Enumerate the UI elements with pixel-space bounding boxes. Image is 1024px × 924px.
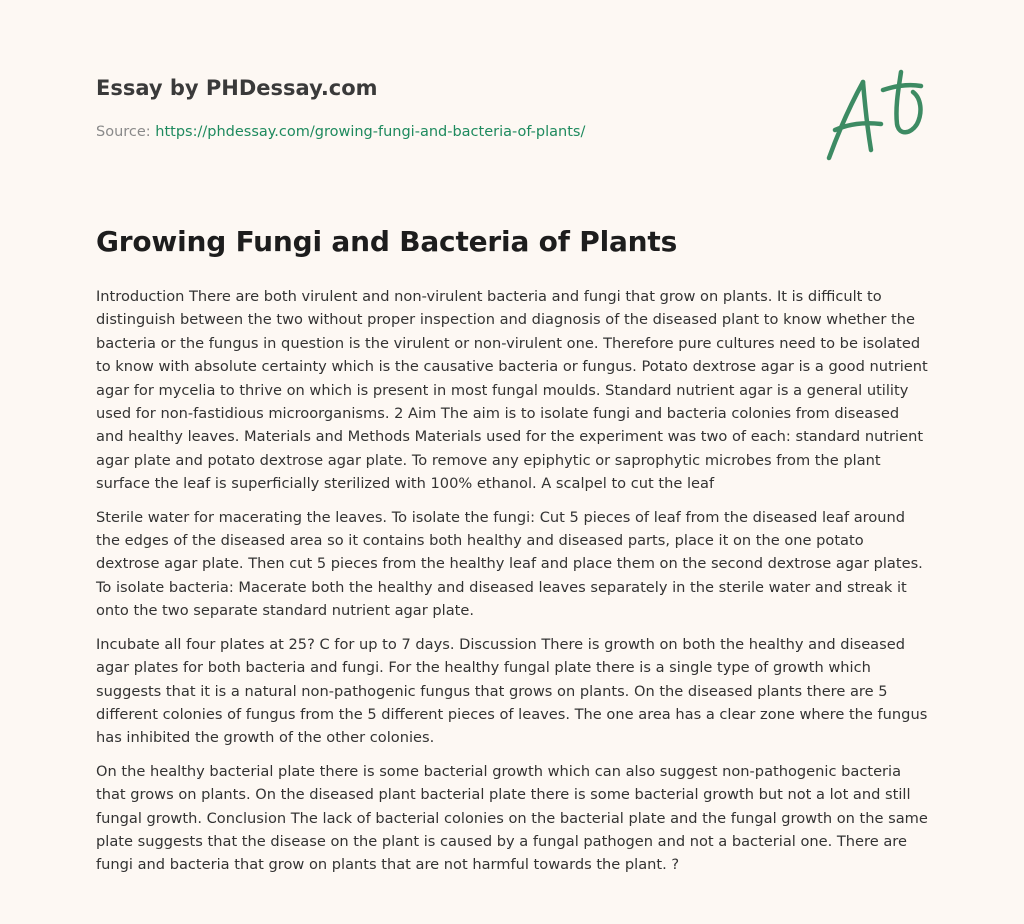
source-link[interactable]: https://phdessay.com/growing-fungi-and-bacteria-of-plants/ xyxy=(155,124,586,140)
source-label: Source: xyxy=(96,124,151,140)
a-plus-logo-icon xyxy=(823,66,927,166)
essay-title: Growing Fungi and Bacteria of Plants xyxy=(96,225,678,258)
essay-paragraph: Introduction There are both virulent and non-virulent bacteria and fungi that grow on plants. It is difficult to distinguish between the two without proper inspection and diagnosis of the diseased plant to know whether the bacteria or the fungus in question is the virulent or non-virulent one. Therefore pure cultures need to be isolated to know with absolute certainty which is the causative bacteria or fungus. Potato dextrose agar is a good nutrient agar for mycelia to thrive on which is present in most fungal moulds. Standard nutrient agar is a general utility used for non-fastidious microorganisms. 2 Aim The aim is to isolate fungi and bacteria colonies from diseased and healthy leaves. Materials and Methods Materials used for the experiment was two of each: standard nutrient agar plate and potato dextrose agar plate. To remove any epiphytic or saprophytic microbes from the plant surface the leaf is superficially sterilized with 100% ethanol. A scalpel to cut the leaf xyxy=(96,288,928,493)
essay-paragraph: Incubate all four plates at 25? C for up to 7 days. Discussion There is growth on both the healthy and diseased agar plates for both bacteria and fungi. For the healthy fungal plate there is a single type of growth which suggests that it is a natural non-pathogenic fungus that grows on plants. On the diseased plants there are 5 different colonies of fungus from the 5 different pieces of leaves. The one area has a clear zone where the fungus has inhibited the growth of the other colonies. xyxy=(96,635,928,747)
source-line xyxy=(96,124,585,140)
essay-paragraph: On the healthy bacterial plate there is some bacterial growth which can also suggest non-pathogenic bacteria that grows on plants. On the diseased plant bacterial plate there is some bacterial growth but not a lot and still fungal growth. Conclusion The lack of bacterial colonies on the bacterial plate and the fungal growth on the same plate suggests that the disease on the plant is caused by a fungal pathogen and not a bacterial one. There are fungi and bacteria that grow on plants that are not harmful towards the plant. ? xyxy=(96,762,928,874)
site-title: Essay by PHDessay.com xyxy=(96,76,378,100)
essay-body xyxy=(96,285,928,887)
essay-paragraph: Sterile water for macerating the leaves. To isolate the fungi: Cut 5 pieces of leaf from the diseased leaf around the edges of the diseased area so it contains both healthy and diseased parts, place it on the one potato dextrose agar plate. Then cut 5 pieces from the healthy leaf and place them on the second dextrose agar plates. To isolate bacteria: Macerate both the healthy and diseased leaves separately in the sterile water and streak it onto the two separate standard nutrient agar plate. xyxy=(96,508,923,620)
